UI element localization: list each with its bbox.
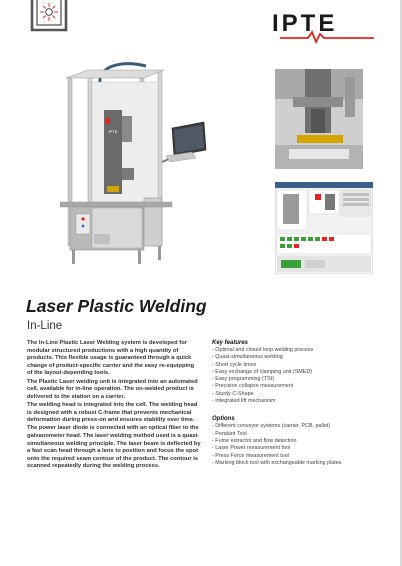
welding-head-photo <box>275 69 363 169</box>
options-heading: Options <box>212 416 235 423</box>
welding-cell-machine-illustration <box>60 58 220 278</box>
options-list <box>212 423 382 467</box>
list-item: - Easy programming (TSI) <box>212 376 275 383</box>
list-item: - Fume extractor and flow detection <box>212 437 297 444</box>
description-paragraph: The In-Line Plastic Laser Welding system is developed for modular structured productions with a high quantity of products. This flexible usage is guaranteed through a quick change of product-specific carrier and the easy re-equipping of the layout-depending tools. <box>27 340 195 377</box>
logo-text: IPTE <box>272 10 338 37</box>
list-item: - Precision collapse measurement <box>212 383 294 390</box>
list-item: - Pendant Tool <box>212 430 247 437</box>
list-item: - Press Force measurement tool <box>212 452 289 459</box>
ipte-logo <box>270 8 376 44</box>
list-item: - Quasi-simultaneous welding <box>212 354 283 361</box>
list-item: - Marking block tool with exchangeable marking plates <box>212 459 342 466</box>
page-subtitle: In-Line <box>27 320 63 332</box>
page-title: Laser Plastic Welding <box>26 296 207 316</box>
laser-welding-emblem-icon <box>24 0 74 45</box>
list-item: - Different conveyor systems (carrier, PCB, pallet) <box>212 423 331 430</box>
description-paragraph: The power laser diode is connected with an optical fiber to the galvanometer head. The laser welding method used is a quasi-simultaneous welding principle. The laser beam is deflected by a fast scan head through a lens to position and focus the spot onto the required seam contour of the product. The contour is scanned repeatedly during the welding process. <box>27 425 201 470</box>
list-item: - Sturdy C-Shape <box>212 390 254 397</box>
description-paragraph: The Plastic Laser welding unit is integrated into an automated cell, available for in-line operation. The un-welded product is delivered to the station on a carrier. <box>27 378 198 400</box>
features-column <box>212 339 382 467</box>
key-features-heading: Key features <box>212 340 249 346</box>
list-item: - Optimal and closed loop welding process <box>212 347 314 353</box>
software-screenshot-image <box>275 182 373 274</box>
description-column <box>27 340 201 471</box>
list-item: - Short cycle times <box>212 361 257 368</box>
key-features-list <box>212 347 382 405</box>
description-paragraph: The welding head is integrated into the cell. The welding head is designed with a robust C-frame that prevents mechanical deformation during press-on and ensures stability over time. <box>27 401 198 424</box>
list-item: - Laser Power measurement tool <box>212 445 291 452</box>
svg-text:IPTE: IPTE <box>108 129 118 134</box>
list-item: - Integrated lift mechanism <box>212 398 276 405</box>
list-item: - Easy exchange of clamping unit (SMED) <box>212 368 313 375</box>
